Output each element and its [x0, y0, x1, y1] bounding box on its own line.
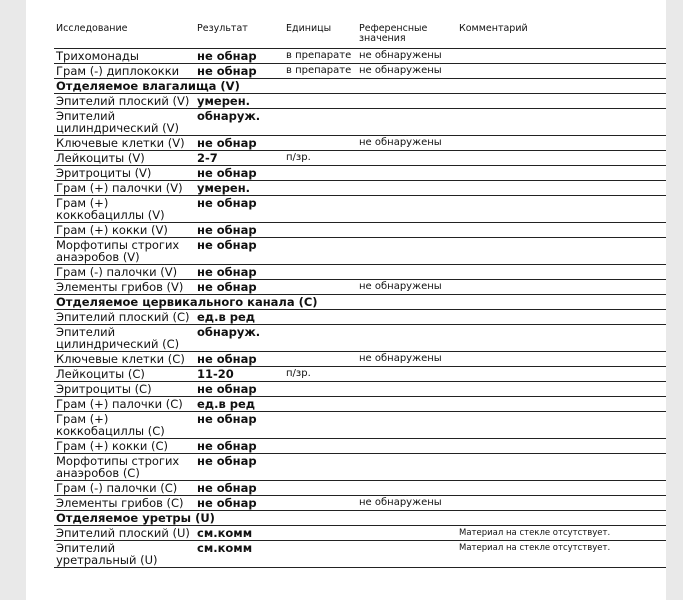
units-cell: п/зр. — [284, 151, 357, 166]
units-cell: в препарате — [284, 49, 357, 64]
col-header-test: Исследование — [56, 23, 128, 34]
result-cell: умерен. — [195, 94, 284, 109]
section-title: Отделяемое влагалища (V) — [54, 79, 666, 94]
comment-cell — [457, 151, 666, 166]
result-cell: 2-7 — [195, 151, 284, 166]
test-name-cell: Эпителий плоский (C) — [54, 310, 195, 325]
units-cell — [284, 94, 357, 109]
test-name-cell: Эпителий плоский (V) — [54, 94, 195, 109]
result-cell: не обнар — [195, 49, 284, 64]
result-cell: не обнар — [195, 412, 284, 439]
table-row — [54, 49, 666, 64]
reference-cell — [357, 397, 457, 412]
comment-cell — [457, 223, 666, 238]
comment-cell — [457, 265, 666, 280]
table-row — [54, 481, 666, 496]
comment-cell — [457, 310, 666, 325]
test-name-cell: Грам (+) кокки (C) — [54, 439, 195, 454]
table-row — [54, 310, 666, 325]
result-cell: обнаруж. — [195, 325, 284, 352]
table-row — [54, 196, 666, 223]
reference-cell — [357, 526, 457, 541]
comment-cell — [457, 352, 666, 367]
reference-cell — [357, 439, 457, 454]
comment-cell — [457, 412, 666, 439]
reference-cell: не обнаружены — [357, 136, 457, 151]
result-cell: не обнар — [195, 481, 284, 496]
comment-cell — [457, 325, 666, 352]
test-name-cell: Лейкоциты (V) — [54, 151, 195, 166]
units-cell — [284, 382, 357, 397]
test-name-cell: Элементы грибов (C) — [54, 496, 195, 511]
reference-cell — [357, 325, 457, 352]
reference-cell: не обнаружены — [357, 64, 457, 79]
comment-cell: Материал на стекле отсутствует. — [457, 526, 666, 541]
reference-cell — [357, 310, 457, 325]
units-cell — [284, 496, 357, 511]
units-cell — [284, 397, 357, 412]
test-name-cell: Грам (-) палочки (V) — [54, 265, 195, 280]
table-row — [54, 382, 666, 397]
reference-cell — [357, 196, 457, 223]
test-name-cell: Эпителий плоский (U) — [54, 526, 195, 541]
table-row — [54, 166, 666, 181]
result-cell: не обнар — [195, 238, 284, 265]
reference-cell — [357, 367, 457, 382]
comment-cell — [457, 49, 666, 64]
result-cell: 11-20 — [195, 367, 284, 382]
comment-cell — [457, 481, 666, 496]
units-cell: п/зр. — [284, 367, 357, 382]
units-cell — [284, 412, 357, 439]
reference-cell — [357, 412, 457, 439]
reference-cell — [357, 151, 457, 166]
units-cell — [284, 439, 357, 454]
test-name-cell: Грам (-) диплококки — [54, 64, 195, 79]
units-cell — [284, 265, 357, 280]
result-cell: умерен. — [195, 181, 284, 196]
table-row — [54, 151, 666, 166]
result-cell: не обнар — [195, 265, 284, 280]
reference-cell — [357, 265, 457, 280]
result-cell: не обнар — [195, 196, 284, 223]
result-cell: не обнар — [195, 454, 284, 481]
table-row — [54, 238, 666, 265]
results-table — [54, 21, 666, 568]
comment-cell — [457, 109, 666, 136]
test-name-cell: Ключевые клетки (V) — [54, 136, 195, 151]
reference-cell — [357, 94, 457, 109]
test-name-cell: Элементы грибов (V) — [54, 280, 195, 295]
table-row — [54, 352, 666, 367]
units-cell — [284, 181, 357, 196]
comment-cell — [457, 439, 666, 454]
reference-cell — [357, 166, 457, 181]
test-name-cell: Грам (+) палочки (C) — [54, 397, 195, 412]
result-cell: не обнар — [195, 352, 284, 367]
table-row — [54, 367, 666, 382]
reference-cell: не обнаружены — [357, 49, 457, 64]
table-row — [54, 454, 666, 481]
units-cell — [284, 541, 357, 568]
units-cell — [284, 136, 357, 151]
result-cell: обнаруж. — [195, 109, 284, 136]
table-row — [54, 397, 666, 412]
units-cell — [284, 352, 357, 367]
result-cell: ед.в ред — [195, 310, 284, 325]
col-header-comment: Комментарий — [459, 23, 528, 34]
reference-cell: не обнаружены — [357, 352, 457, 367]
comment-cell — [457, 196, 666, 223]
test-name-cell: Эритроциты (V) — [54, 166, 195, 181]
table-body — [54, 49, 666, 568]
table-row — [54, 496, 666, 511]
units-cell — [284, 526, 357, 541]
comment-cell — [457, 454, 666, 481]
col-header-result: Результат — [197, 23, 248, 34]
comment-cell — [457, 136, 666, 151]
units-cell — [284, 310, 357, 325]
test-name-cell: Лейкоциты (C) — [54, 367, 195, 382]
units-cell — [284, 223, 357, 238]
table-row — [54, 526, 666, 541]
result-cell: см.комм — [195, 526, 284, 541]
reference-cell — [357, 109, 457, 136]
table-row — [54, 325, 666, 352]
col-header-ref: Референсные значения — [359, 23, 428, 44]
test-name-cell: Эритроциты (C) — [54, 382, 195, 397]
result-cell: не обнар — [195, 136, 284, 151]
comment-cell — [457, 238, 666, 265]
reference-cell — [357, 238, 457, 265]
units-cell — [284, 109, 357, 136]
reference-cell — [357, 181, 457, 196]
test-name-cell: Эпителий цилиндрический (V) — [54, 109, 195, 136]
col-header-units: Единицы — [286, 23, 332, 34]
units-cell — [284, 196, 357, 223]
table-row — [54, 412, 666, 439]
test-name-cell: Грам (+) коккобациллы (C) — [54, 412, 195, 439]
test-name-cell: Грам (+) кокки (V) — [54, 223, 195, 238]
units-cell — [284, 325, 357, 352]
result-cell: не обнар — [195, 382, 284, 397]
report-page — [26, 0, 666, 600]
result-cell: см.комм — [195, 541, 284, 568]
test-name-cell: Ключевые клетки (C) — [54, 352, 195, 367]
units-cell — [284, 454, 357, 481]
units-cell — [284, 238, 357, 265]
test-name-cell: Грам (+) палочки (V) — [54, 181, 195, 196]
comment-cell — [457, 64, 666, 79]
comment-cell — [457, 181, 666, 196]
table-row — [54, 280, 666, 295]
units-cell: в препарате — [284, 64, 357, 79]
comment-cell — [457, 280, 666, 295]
result-cell: не обнар — [195, 166, 284, 181]
comment-cell — [457, 166, 666, 181]
test-name-cell: Эпителий цилиндрический (C) — [54, 325, 195, 352]
comment-cell — [457, 367, 666, 382]
table-row — [54, 265, 666, 280]
test-name-cell: Трихомонады — [54, 49, 195, 64]
result-cell: не обнар — [195, 439, 284, 454]
table-row — [54, 109, 666, 136]
comment-cell: Материал на стекле отсутствует. — [457, 541, 666, 568]
test-name-cell: Грам (+) коккобациллы (V) — [54, 196, 195, 223]
units-cell — [284, 481, 357, 496]
result-cell: не обнар — [195, 223, 284, 238]
test-name-cell: Эпителий уретральный (U) — [54, 541, 195, 568]
units-cell — [284, 166, 357, 181]
table-row — [54, 181, 666, 196]
table-row — [54, 439, 666, 454]
result-cell: не обнар — [195, 280, 284, 295]
units-cell — [284, 280, 357, 295]
reference-cell — [357, 454, 457, 481]
table-row — [54, 136, 666, 151]
section-header-row — [54, 295, 666, 310]
table-row — [54, 94, 666, 109]
test-name-cell: Морфотипы строгих анаэробов (V) — [54, 238, 195, 265]
test-name-cell: Грам (-) палочки (C) — [54, 481, 195, 496]
test-name-cell: Морфотипы строгих анаэробов (C) — [54, 454, 195, 481]
table-row — [54, 541, 666, 568]
comment-cell — [457, 382, 666, 397]
result-cell: ед.в ред — [195, 397, 284, 412]
section-header-row — [54, 511, 666, 526]
reference-cell — [357, 481, 457, 496]
comment-cell — [457, 397, 666, 412]
table-row — [54, 223, 666, 238]
reference-cell: не обнаружены — [357, 496, 457, 511]
table-row — [54, 64, 666, 79]
reference-cell — [357, 382, 457, 397]
section-title: Отделяемое уретры (U) — [54, 511, 666, 526]
table-header — [54, 21, 666, 49]
comment-cell — [457, 496, 666, 511]
comment-cell — [457, 94, 666, 109]
section-title: Отделяемое цервикального канала (C) — [54, 295, 666, 310]
reference-cell — [357, 541, 457, 568]
reference-cell — [357, 223, 457, 238]
result-cell: не обнар — [195, 64, 284, 79]
result-cell: не обнар — [195, 496, 284, 511]
section-header-row — [54, 79, 666, 94]
reference-cell: не обнаружены — [357, 280, 457, 295]
